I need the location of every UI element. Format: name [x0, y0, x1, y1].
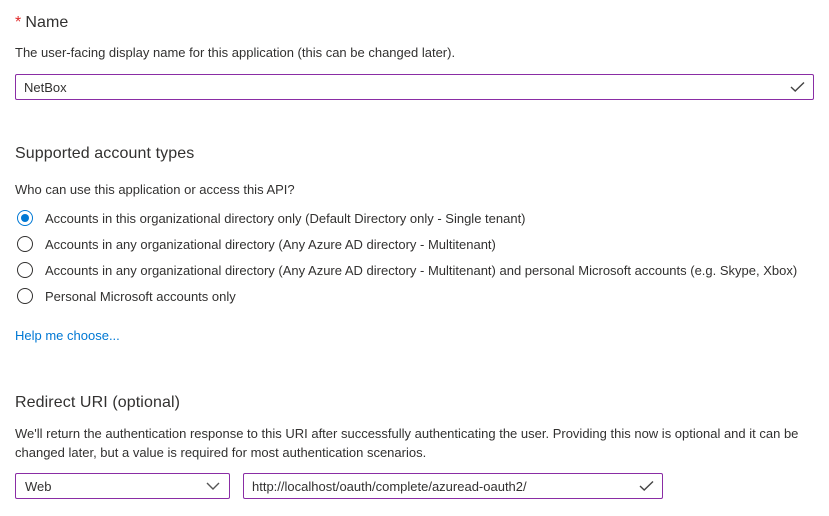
name-field-container	[15, 74, 814, 100]
radio-unselected-icon	[17, 236, 33, 252]
radio-option-label: Personal Microsoft accounts only	[45, 288, 236, 304]
radio-selected-icon	[17, 210, 33, 226]
radio-option-personal-only[interactable]	[15, 283, 814, 309]
radio-option-label: Accounts in this organizational directory only (Default Directory only - Single tenant)	[45, 210, 526, 226]
radio-option-label: Accounts in any organizational directory (Any Azure AD directory - Multitenant)	[45, 236, 496, 252]
radio-option-multitenant[interactable]	[15, 231, 814, 257]
platform-select[interactable]	[15, 473, 230, 499]
radio-unselected-icon	[17, 288, 33, 304]
chevron-down-icon	[206, 482, 220, 490]
radio-option-single-tenant[interactable]	[15, 205, 814, 231]
radio-option-multitenant-personal[interactable]	[15, 257, 814, 283]
required-asterisk: *	[15, 14, 22, 31]
redirect-uri-field-container	[243, 473, 663, 499]
platform-select-value: Web	[25, 478, 52, 494]
name-section-title	[15, 12, 814, 33]
account-types-question: Who can use this application or access this API?	[15, 182, 295, 197]
radio-option-label: Accounts in any organizational directory (Any Azure AD directory - Multitenant) and personal Microsoft accounts (e.g. Skype, Xbox)	[45, 262, 798, 278]
name-description: The user-facing display name for this application (this can be changed later).	[15, 45, 456, 60]
radio-unselected-icon	[17, 262, 33, 278]
name-title-text: Name	[25, 14, 69, 31]
help-me-choose-link[interactable]: Help me choose...	[15, 328, 120, 343]
redirect-uri-description: We'll return the authentication response to this URI after successfully authenticating the user. Providing this now is optional and it can be changed later, but a value is required for most authentication scenarios.	[15, 426, 799, 460]
name-input[interactable]	[15, 74, 814, 100]
redirect-uri-title: Redirect URI (optional)	[15, 394, 181, 411]
redirect-uri-controls	[15, 473, 814, 499]
account-types-radio-group	[15, 205, 814, 309]
account-types-title: Supported account types	[15, 145, 195, 162]
redirect-uri-input[interactable]	[243, 473, 663, 499]
